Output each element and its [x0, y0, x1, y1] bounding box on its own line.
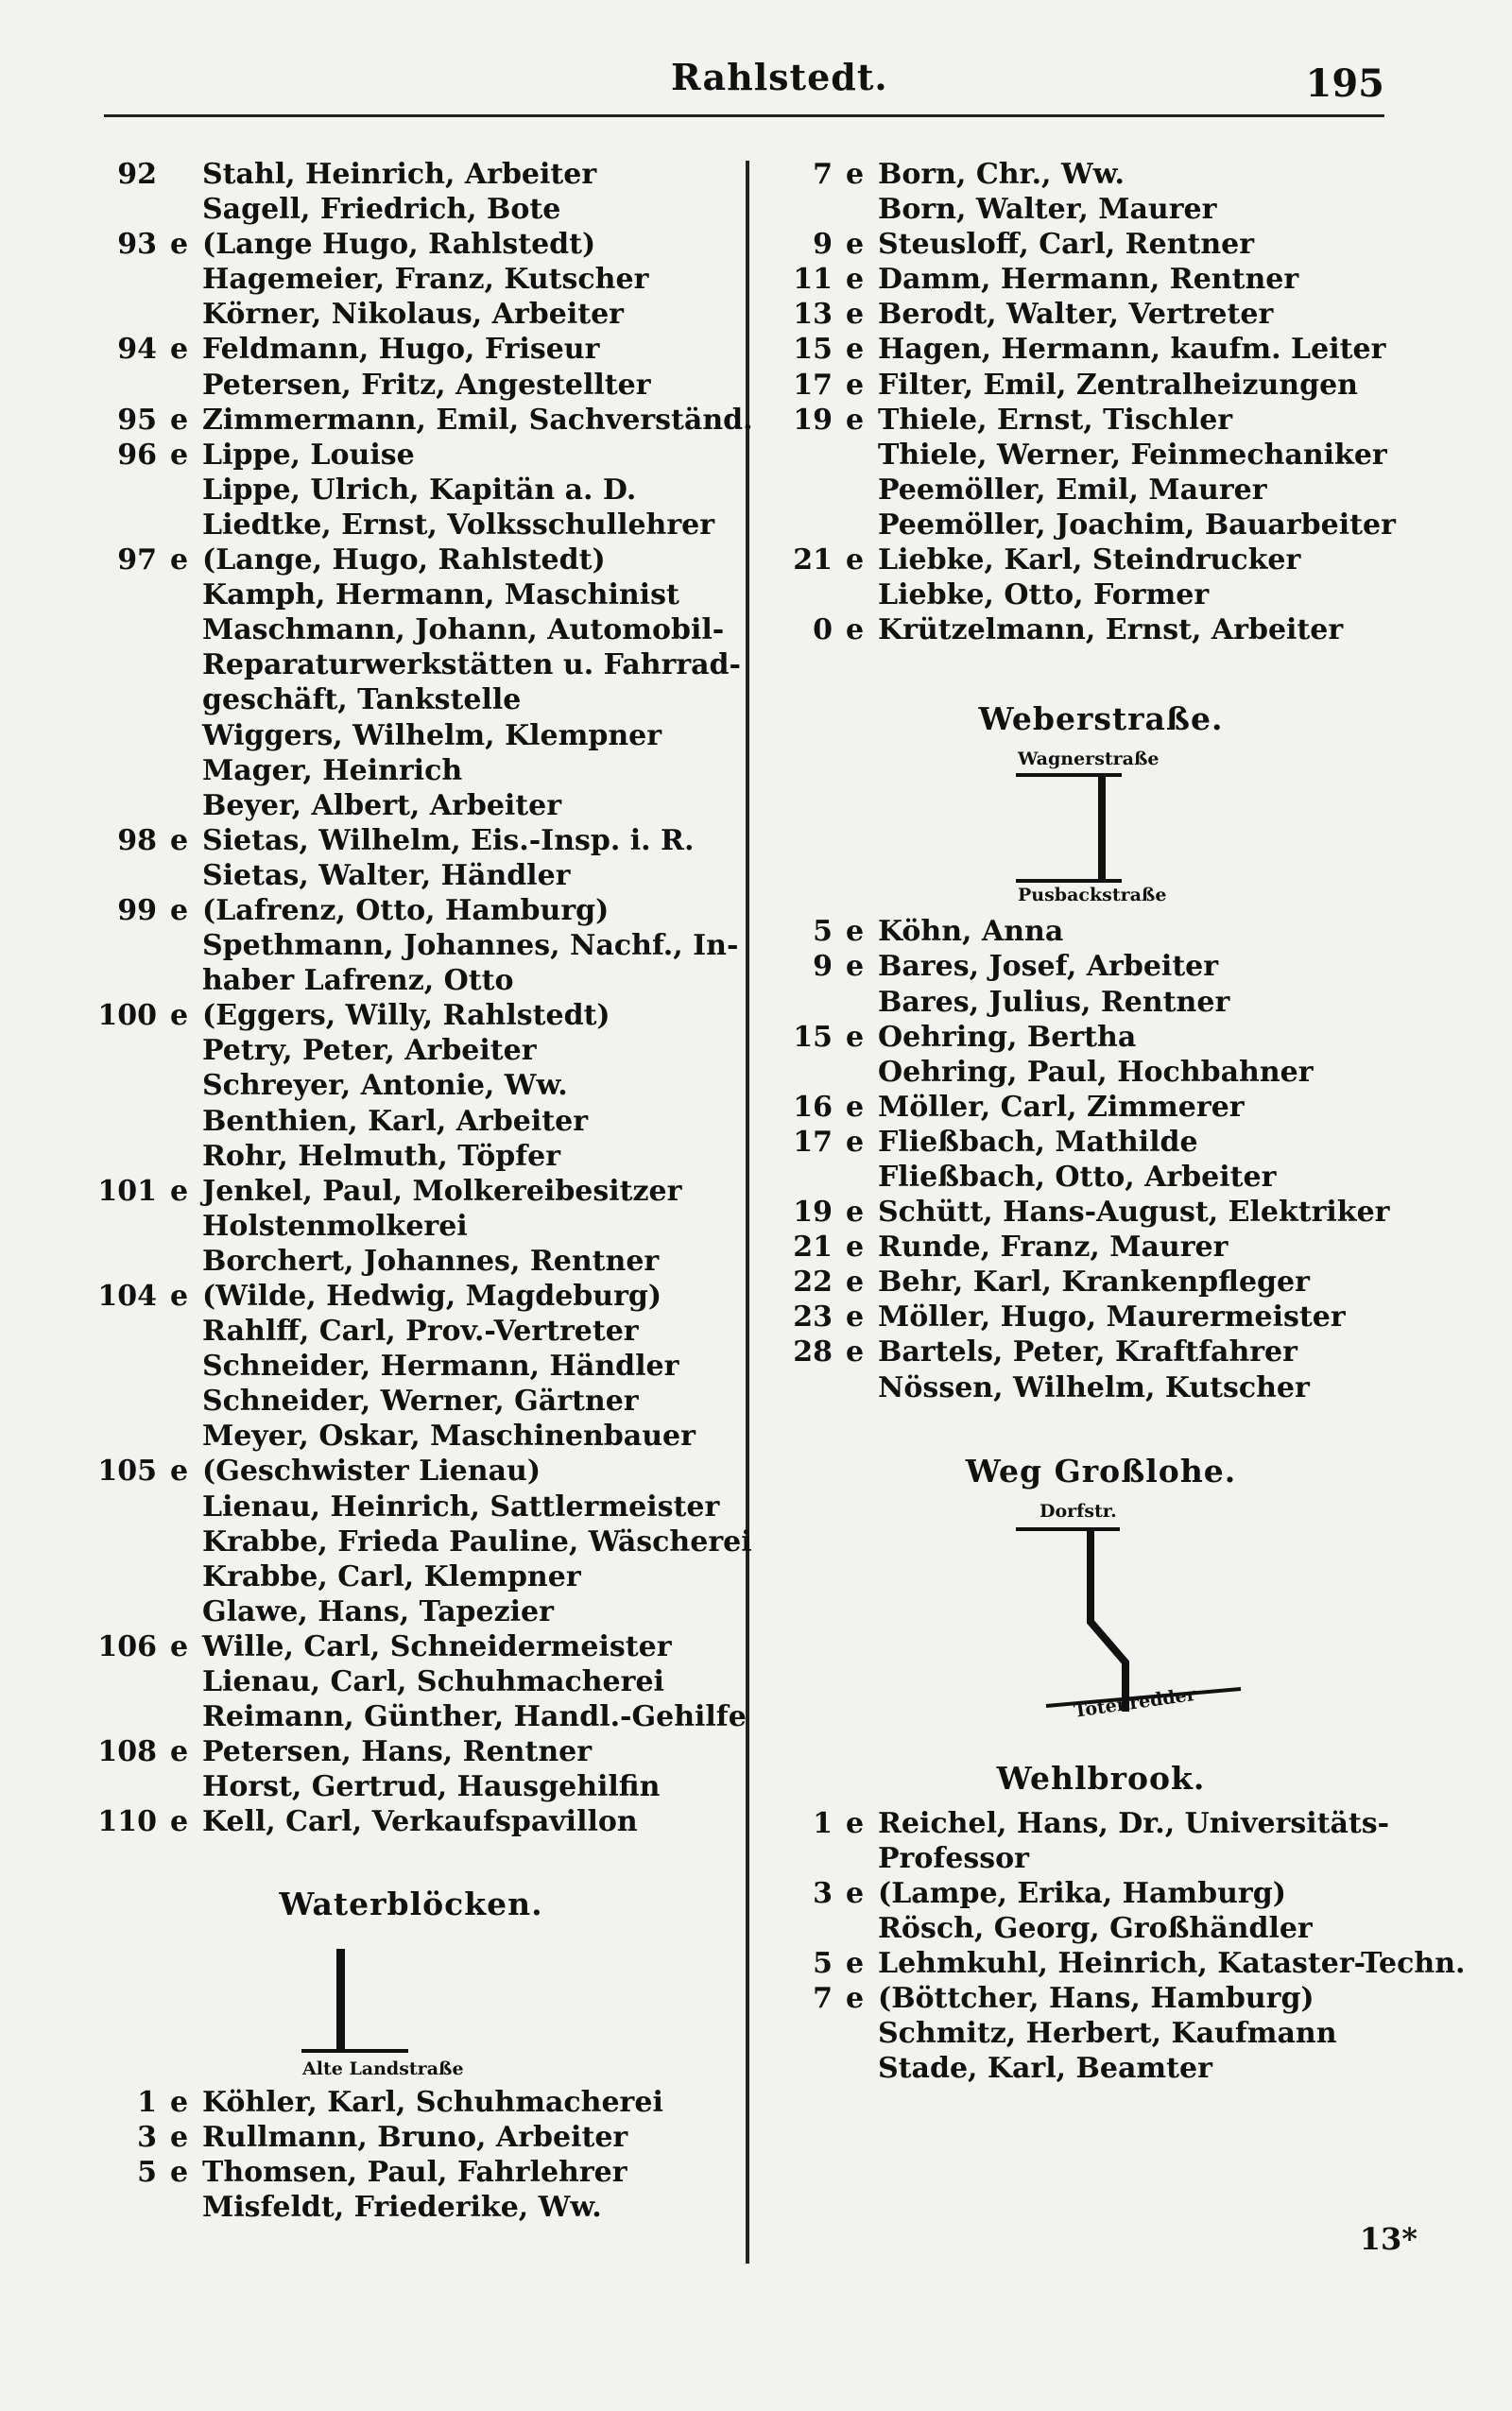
directory-entry — [94, 1559, 728, 1594]
resident-text: Hagen, Hermann, kaufm. Leiter — [878, 333, 1386, 367]
resident-text: Spethmann, Johannes, Nachf., In- — [202, 929, 739, 963]
house-number: 105 — [97, 1455, 157, 1489]
resident-text: haber Lafrenz, Otto — [202, 964, 514, 998]
directory-entry — [94, 438, 728, 473]
directory-entry — [770, 262, 1432, 297]
resident-text: Reichel, Hans, Dr., Universitäts- — [878, 1806, 1390, 1840]
entry-list — [94, 2085, 728, 2225]
resident-text: (Lampe, Erika, Hamburg) — [878, 1876, 1286, 1910]
directory-entry — [770, 1300, 1432, 1335]
map-label-top: Dorfstr. — [1040, 1500, 1117, 1522]
owner-marker: e — [846, 333, 865, 367]
house-number: 96 — [117, 438, 157, 472]
directory-entry — [770, 1020, 1432, 1055]
owner-marker: e — [846, 613, 865, 647]
owner-marker: e — [846, 1982, 865, 2016]
right-column — [770, 157, 1466, 2086]
directory-entry — [94, 1209, 728, 1244]
street-map-svg — [770, 1490, 1432, 1716]
resident-text: (Lange Hugo, Rahlstedt) — [202, 228, 596, 262]
owner-marker: e — [170, 823, 189, 857]
owner-marker: e — [846, 403, 865, 437]
directory-entry — [94, 1104, 728, 1139]
house-number: 0 — [813, 613, 833, 647]
column-divider — [746, 161, 749, 2264]
map-cross-street-bottom — [1016, 879, 1122, 883]
owner-marker: e — [170, 543, 189, 577]
resident-text: Meyer, Oskar, Maschinenbauer — [202, 1420, 696, 1454]
directory-entry — [94, 1174, 728, 1209]
directory-entry — [94, 1664, 728, 1699]
resident-text: Bares, Josef, Arbeiter — [878, 950, 1219, 984]
owner-marker: e — [846, 368, 865, 402]
resident-text: Stade, Karl, Beamter — [878, 2052, 1212, 2086]
resident-text: Born, Walter, Maurer — [878, 193, 1217, 227]
directory-entry — [94, 2155, 728, 2190]
house-number: 93 — [117, 228, 157, 262]
house-number: 23 — [793, 1300, 833, 1335]
owner-marker: e — [846, 228, 865, 262]
page-number: 195 — [1305, 61, 1384, 106]
owner-marker: e — [846, 298, 865, 332]
section-heading-waterbloecken: Waterblöcken. — [279, 1885, 543, 1922]
running-head: Rahlstedt. — [671, 56, 888, 98]
directory-entry — [770, 1090, 1432, 1125]
owner-marker: e — [170, 1280, 189, 1313]
directory-entry — [770, 1055, 1432, 1090]
house-number: 13 — [793, 298, 833, 332]
directory-entry — [94, 297, 728, 332]
signature-mark: 13* — [1359, 2221, 1418, 2257]
owner-marker: e — [170, 1629, 189, 1663]
directory-entry — [94, 2085, 728, 2120]
owner-marker: e — [170, 2085, 189, 2119]
owner-marker: e — [170, 1174, 189, 1208]
directory-entry — [94, 612, 728, 647]
owner-marker: e — [846, 1020, 865, 1054]
map-cross-street-top — [1016, 1527, 1120, 1531]
directory-entry — [94, 508, 728, 542]
house-number: 100 — [97, 999, 157, 1033]
resident-text: Bares, Julius, Rentner — [878, 985, 1230, 1019]
entry-list — [770, 157, 1432, 647]
resident-text: Schreyer, Antonie, Ww. — [202, 1069, 568, 1103]
resident-text: Stahl, Heinrich, Arbeiter — [202, 158, 597, 191]
map-label-top: Wagnerstraße — [1018, 749, 1160, 770]
directory-entry — [770, 332, 1432, 367]
house-number: 104 — [97, 1280, 157, 1313]
resident-text: Krabbe, Carl, Klempner — [202, 1559, 581, 1593]
resident-text: Jenkel, Paul, Molkereibesitzer — [202, 1174, 682, 1208]
house-number: 21 — [793, 543, 833, 577]
page-header — [104, 52, 1384, 117]
house-number: 110 — [97, 1805, 157, 1839]
owner-marker: e — [170, 333, 189, 367]
house-number: 28 — [793, 1335, 833, 1369]
resident-text: Sagell, Friedrich, Bote — [202, 193, 561, 227]
resident-text: Damm, Hermann, Rentner — [878, 263, 1299, 297]
directory-entry — [770, 1946, 1466, 1981]
resident-text: Schmitz, Herbert, Kaufmann — [878, 2017, 1337, 2051]
resident-text: Beyer, Albert, Arbeiter — [202, 788, 562, 822]
house-number: 3 — [137, 2120, 157, 2154]
directory-entry — [770, 368, 1432, 403]
resident-text: Sietas, Walter, Händler — [202, 858, 571, 892]
entry-list — [770, 1806, 1466, 2087]
resident-text: Benthien, Karl, Arbeiter — [202, 1104, 589, 1138]
owner-marker: e — [846, 1947, 865, 1980]
resident-text: Schneider, Hermann, Händler — [202, 1350, 679, 1384]
directory-entry — [770, 403, 1432, 438]
resident-text: Petersen, Hans, Rentner — [202, 1735, 593, 1769]
resident-text: Runde, Franz, Maurer — [878, 1231, 1228, 1265]
directory-entry — [94, 1033, 728, 1068]
directory-entry — [94, 2120, 728, 2155]
house-number: 5 — [137, 2155, 157, 2189]
resident-text: Thiele, Werner, Feinmechaniker — [878, 438, 1387, 472]
resident-text: Möller, Hugo, Maurermeister — [878, 1300, 1346, 1335]
directory-entry — [94, 718, 728, 753]
owner-marker: e — [170, 403, 189, 437]
resident-text: Fließbach, Mathilde — [878, 1125, 1198, 1159]
directory-entry — [94, 1734, 728, 1769]
directory-entry — [770, 1876, 1432, 1911]
house-number: 19 — [793, 403, 833, 437]
resident-text: Schneider, Werner, Gärtner — [202, 1385, 639, 1419]
entry-list — [770, 914, 1432, 1404]
section-heading-weg-grosslohe: Weg Großlohe. — [965, 1452, 1237, 1490]
directory-entry — [770, 438, 1432, 473]
directory-entry — [94, 1699, 747, 1734]
directory-entry — [94, 1769, 728, 1804]
resident-text: Rahlff, Carl, Prov.-Vertreter — [202, 1315, 639, 1349]
resident-text: Misfeldt, Friederike, Ww. — [202, 2190, 602, 2224]
resident-text: Peemöller, Emil, Maurer — [878, 473, 1267, 507]
resident-text: (Geschwister Lienau) — [202, 1455, 541, 1489]
resident-text: Glawe, Hans, Tapezier — [202, 1594, 554, 1628]
directory-entry — [770, 985, 1432, 1020]
directory-entry — [94, 788, 728, 823]
directory-entry — [94, 157, 728, 192]
directory-entry — [770, 1230, 1432, 1265]
resident-text: geschäft, Tankstelle — [202, 683, 522, 717]
directory-entry — [770, 1370, 1432, 1405]
resident-text: Thiele, Ernst, Tischler — [878, 403, 1233, 437]
resident-text: Hagemeier, Franz, Kutscher — [202, 263, 649, 297]
house-number: 19 — [793, 1196, 833, 1230]
resident-text: Feldmann, Hugo, Friseur — [202, 333, 600, 367]
resident-text: Holstenmolkerei — [202, 1209, 468, 1243]
resident-text: (Eggers, Willy, Rahlstedt) — [202, 999, 610, 1033]
resident-text: Rullmann, Bruno, Arbeiter — [202, 2120, 628, 2154]
resident-text: Möller, Carl, Zimmerer — [878, 1090, 1245, 1124]
resident-text: Köhler, Karl, Schuhmacherei — [202, 2085, 663, 2119]
owner-marker: e — [846, 1300, 865, 1335]
directory-entry — [94, 1384, 728, 1419]
house-number: 98 — [117, 823, 157, 857]
resident-text: Peemöller, Joachim, Bauarbeiter — [878, 508, 1396, 542]
map-label-bottom: Pusbackstraße — [1018, 885, 1167, 906]
resident-text: Liebke, Otto, Former — [878, 578, 1210, 612]
resident-text: Berodt, Walter, Vertreter — [878, 298, 1274, 332]
owner-marker: e — [170, 1735, 189, 1769]
house-number: 1 — [813, 1806, 833, 1840]
resident-text: Lippe, Ulrich, Kapitän a. D. — [202, 473, 637, 507]
map-label-cross-street: Alte Landstraße — [302, 2058, 464, 2079]
owner-marker: e — [170, 2120, 189, 2154]
directory-entry — [94, 963, 728, 998]
directory-entry — [94, 998, 728, 1033]
directory-entry — [770, 157, 1432, 192]
house-number: 5 — [813, 1947, 833, 1980]
directory-entry — [94, 1419, 728, 1454]
owner-marker: e — [846, 1266, 865, 1300]
resident-text: Behr, Karl, Krankenpfleger — [878, 1266, 1310, 1300]
owner-marker: e — [846, 158, 865, 191]
directory-entry — [94, 1804, 728, 1839]
street-map-grosslohe — [770, 1490, 1432, 1722]
directory-entry — [94, 262, 728, 297]
house-number: 106 — [97, 1629, 157, 1663]
street-map-waterbloecken — [94, 1922, 728, 2085]
directory-entry — [770, 1841, 1432, 1876]
resident-text: Borchert, Johannes, Rentner — [202, 1244, 660, 1278]
house-number: 7 — [813, 1982, 833, 2016]
house-number: 99 — [117, 893, 157, 927]
owner-marker: e — [846, 1196, 865, 1230]
map-street-waterbloecken — [336, 1949, 345, 2051]
resident-text: Lienau, Carl, Schuhmacherei — [202, 1665, 664, 1699]
resident-text: (Lange, Hugo, Rahlstedt) — [202, 543, 606, 577]
resident-text: Krützelmann, Ernst, Arbeiter — [878, 613, 1344, 647]
resident-text: Bartels, Peter, Kraftfahrer — [878, 1335, 1297, 1369]
resident-text: (Lafrenz, Otto, Hamburg) — [202, 893, 610, 927]
directory-entry — [770, 192, 1432, 227]
directory-entry — [94, 192, 728, 227]
directory-entry — [770, 508, 1432, 542]
directory-entry — [94, 368, 728, 403]
resident-text: Körner, Nikolaus, Arbeiter — [202, 298, 624, 332]
directory-entry — [94, 1594, 728, 1629]
directory-entry — [94, 1314, 728, 1349]
directory-entry — [94, 1524, 752, 1559]
resident-text: Krabbe, Frieda Pauline, Wäscherei — [202, 1524, 752, 1559]
house-number: 101 — [97, 1174, 157, 1208]
directory-entry — [770, 914, 1432, 949]
directory-entry — [770, 2051, 1432, 2086]
owner-marker: e — [846, 1125, 865, 1159]
resident-text: Filter, Emil, Zentralheizungen — [878, 368, 1358, 402]
owner-marker: e — [170, 893, 189, 927]
house-number: 9 — [813, 228, 833, 262]
directory-entry — [94, 1279, 728, 1314]
map-cross-street-top — [1016, 773, 1122, 777]
house-number: 94 — [117, 333, 157, 367]
owner-marker: e — [170, 999, 189, 1033]
directory-entry — [94, 577, 728, 612]
directory-entry — [94, 1349, 728, 1384]
directory-entry — [94, 1244, 728, 1279]
resident-text: Petry, Peter, Arbeiter — [202, 1034, 537, 1068]
owner-marker: e — [846, 915, 865, 949]
directory-entry — [94, 1068, 728, 1103]
directory-entry — [94, 227, 728, 262]
directory-entry — [770, 2016, 1432, 2051]
resident-text: Liebke, Karl, Steindrucker — [878, 543, 1301, 577]
directory-entry — [94, 893, 728, 928]
owner-marker: e — [170, 438, 189, 472]
directory-entry — [94, 2190, 728, 2225]
resident-text: Mager, Heinrich — [202, 753, 463, 787]
resident-text: (Wilde, Hedwig, Magdeburg) — [202, 1280, 662, 1313]
directory-entry — [770, 1335, 1432, 1369]
house-number: 16 — [793, 1090, 833, 1124]
house-number: 22 — [793, 1266, 833, 1300]
directory-entry — [770, 1160, 1432, 1195]
house-number: 1 — [137, 2085, 157, 2119]
resident-text: Köhn, Anna — [878, 915, 1064, 949]
house-number: 97 — [117, 543, 157, 577]
map-street-weberstrasse — [1098, 777, 1106, 879]
house-number: 21 — [793, 1231, 833, 1265]
street-map-weberstrasse — [770, 737, 1432, 906]
house-number: 15 — [793, 1020, 833, 1054]
resident-text: Rohr, Helmuth, Töpfer — [202, 1139, 561, 1173]
owner-marker: e — [170, 2155, 189, 2189]
section-heading-wehlbrook: Wehlbrook. — [996, 1759, 1206, 1797]
resident-text: Horst, Gertrud, Hausgehilfin — [202, 1770, 661, 1804]
directory-entry — [94, 928, 739, 963]
resident-text: Lienau, Heinrich, Sattlermeister — [202, 1490, 720, 1524]
directory-entry — [94, 332, 728, 367]
resident-text: Lippe, Louise — [202, 438, 415, 472]
directory-entry — [770, 1195, 1432, 1230]
directory-entry — [770, 1911, 1432, 1946]
directory-entry — [770, 227, 1432, 262]
resident-text: Nössen, Wilhelm, Kutscher — [878, 1370, 1310, 1404]
house-number: 9 — [813, 950, 833, 984]
map-cross-street — [301, 2049, 408, 2053]
directory-entry — [770, 473, 1432, 508]
owner-marker: e — [846, 1231, 865, 1265]
directory-entry — [94, 753, 728, 788]
directory-entry — [94, 647, 741, 682]
directory-entry — [94, 858, 728, 893]
directory-entry — [94, 1454, 728, 1489]
left-column — [94, 157, 753, 2225]
directory-entry — [94, 823, 728, 858]
directory-entry — [94, 682, 728, 717]
directory-entry — [94, 1139, 728, 1174]
resident-text: Rösch, Georg, Großhändler — [878, 1911, 1313, 1945]
resident-text: Reparaturwerkstätten u. Fahrrad- — [202, 648, 741, 682]
resident-text: Schütt, Hans-August, Elektriker — [878, 1196, 1390, 1230]
owner-marker: e — [846, 543, 865, 577]
resident-text: Petersen, Fritz, Angestellter — [202, 368, 651, 402]
resident-text: Sietas, Wilhelm, Eis.-Insp. i. R. — [202, 823, 695, 857]
resident-text: Lehmkuhl, Heinrich, Kataster-Techn. — [878, 1947, 1466, 1980]
resident-text: Fließbach, Otto, Arbeiter — [878, 1160, 1277, 1194]
directory-entry — [94, 542, 728, 577]
directory-entry — [770, 542, 1432, 577]
directory-entry — [770, 949, 1432, 984]
directory-entry — [770, 297, 1432, 332]
resident-text: Kell, Carl, Verkaufspavillon — [202, 1805, 638, 1839]
resident-text: Zimmermann, Emil, Sachverständ. — [202, 403, 753, 437]
resident-text: Oehring, Paul, Hochbahner — [878, 1055, 1314, 1089]
directory-entry — [770, 1806, 1432, 1841]
owner-marker: e — [846, 1335, 865, 1369]
directory-entry — [770, 1265, 1432, 1300]
house-number: 11 — [793, 263, 833, 297]
resident-text: Wiggers, Wilhelm, Klempner — [202, 718, 662, 752]
owner-marker: e — [846, 1806, 865, 1840]
resident-text: Born, Chr., Ww. — [878, 158, 1125, 191]
owner-marker: e — [846, 263, 865, 297]
resident-text: Professor — [878, 1841, 1029, 1875]
directory-entry — [770, 577, 1432, 612]
directory-entry — [94, 1490, 728, 1524]
directory-entry — [770, 1981, 1432, 2016]
resident-text: Kamph, Hermann, Maschinist — [202, 578, 679, 612]
directory-entry — [770, 1125, 1432, 1160]
resident-text: Steusloff, Carl, Rentner — [878, 228, 1255, 262]
house-number: 92 — [117, 158, 157, 191]
house-number: 7 — [813, 158, 833, 191]
house-number: 17 — [793, 368, 833, 402]
house-number: 15 — [793, 333, 833, 367]
map-label-bottom: Totenredder — [1073, 1683, 1197, 1722]
resident-text: Liedtke, Ernst, Volksschullehrer — [202, 508, 715, 542]
entry-list — [94, 157, 753, 1840]
house-number: 108 — [97, 1735, 157, 1769]
map-street-grosslohe — [1091, 1531, 1125, 1712]
house-number: 3 — [813, 1876, 833, 1910]
house-number: 17 — [793, 1125, 833, 1159]
section-heading-weberstrasse: Weberstraße. — [978, 700, 1224, 738]
house-number: 95 — [117, 403, 157, 437]
owner-marker: e — [846, 1876, 865, 1910]
resident-text: Reimann, Günther, Handl.-Gehilfe — [202, 1700, 747, 1734]
resident-text: Wille, Carl, Schneidermeister — [202, 1629, 672, 1663]
resident-text: Maschmann, Johann, Automobil- — [202, 613, 725, 647]
owner-marker: e — [170, 1455, 189, 1489]
directory-entry — [770, 612, 1432, 647]
owner-marker: e — [170, 1805, 189, 1839]
directory-entry — [94, 403, 753, 438]
owner-marker: e — [170, 228, 189, 262]
owner-marker: e — [846, 950, 865, 984]
house-number: 5 — [813, 915, 833, 949]
resident-text: (Böttcher, Hans, Hamburg) — [878, 1982, 1314, 2016]
owner-marker: e — [846, 1090, 865, 1124]
resident-text: Thomsen, Paul, Fahrlehrer — [202, 2155, 627, 2189]
directory-entry — [94, 473, 728, 508]
directory-entry — [94, 1629, 728, 1664]
resident-text: Oehring, Bertha — [878, 1020, 1137, 1054]
